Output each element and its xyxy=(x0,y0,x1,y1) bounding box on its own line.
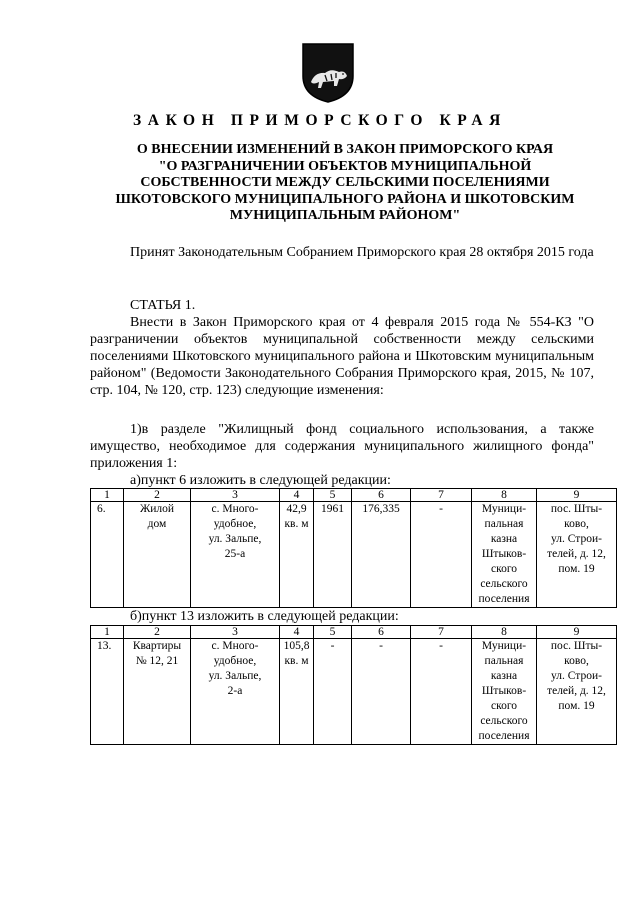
cell-line: ского xyxy=(490,563,518,575)
cell-line: 42,9 xyxy=(286,503,307,515)
cell-year: - xyxy=(314,639,352,745)
cell-location xyxy=(537,639,617,745)
cell-line: ково, xyxy=(564,518,589,530)
item-1-text: 1)в разделе "Жилищный фонд социального использования, а также имущество, необходимое для содержания муниципального жилищного фонда" приложения 1: xyxy=(90,422,594,471)
article-text: Внести в Закон Приморского края от 4 февраля 2015 года № 554-КЗ "О разграничении объектов муниципальной собственности между сельскими поселениями Шкотовского муниципального района и Шкотовским муниципальным районом" (Ведомости Законодательного Собрания Приморского края, 2015, № 107, стр. 104, № 120, стр. 123) следующие изменения: xyxy=(90,315,594,398)
subtitle-line: СОБСТВЕННОСТИ МЕЖДУ СЕЛЬСКИМИ ПОСЕЛЕНИЯМИ xyxy=(140,175,550,190)
cell-line: кв. м xyxy=(284,518,309,530)
cell-line: дом xyxy=(147,518,167,530)
cell-line: ул. Строи- xyxy=(551,670,602,682)
cell-line: № 12, 21 xyxy=(135,655,179,667)
cell-number: 13. xyxy=(91,639,124,745)
law-title: ЗАКОН ПРИМОРСКОГО КРАЯ xyxy=(133,112,507,129)
sub-item-b: б)пункт 13 изложить в следующей редакции: xyxy=(130,609,399,624)
column-header: 6 xyxy=(352,489,411,502)
cell-line: удобное, xyxy=(213,655,257,667)
cell-line: 25-а xyxy=(224,548,246,560)
column-header: 3 xyxy=(191,626,280,639)
column-header: 8 xyxy=(472,626,537,639)
cell-object-name xyxy=(124,639,191,745)
cell-value: - xyxy=(352,639,411,745)
cell-line: пос. Шты- xyxy=(550,503,603,515)
cell-line: Штыков- xyxy=(481,548,527,560)
table-header-row xyxy=(91,489,617,502)
cell-line: пальная xyxy=(484,655,524,667)
table-row xyxy=(91,639,617,745)
sub-item-a: а)пункт 6 изложить в следующей редакции: xyxy=(130,473,391,488)
cell-line: Муници- xyxy=(481,640,527,652)
law-subtitle xyxy=(90,142,600,225)
column-header: 9 xyxy=(537,626,617,639)
coat-of-arms-tiger-icon xyxy=(301,42,355,104)
cell-line: пальная xyxy=(484,518,524,530)
cell-area xyxy=(280,502,314,608)
cell-line: ул. Зальпе, xyxy=(208,670,262,682)
cell-line: ского xyxy=(490,700,518,712)
column-header: 8 xyxy=(472,489,537,502)
cell-holder xyxy=(472,502,537,608)
column-header: 3 xyxy=(191,489,280,502)
cell-line: 105,8 xyxy=(283,640,310,652)
cell-address xyxy=(191,639,280,745)
cell-line: пом. 19 xyxy=(558,700,595,712)
table-row xyxy=(91,502,617,608)
cell-line: сельского xyxy=(480,578,528,590)
cell-object-name xyxy=(124,502,191,608)
cell-line: ул. Зальпе, xyxy=(208,533,262,545)
article-heading: СТАТЬЯ 1. xyxy=(130,298,196,313)
column-header: 1 xyxy=(91,626,124,639)
subtitle-line: МУНИЦИПАЛЬНЫМ РАЙОНОМ" xyxy=(229,208,461,223)
cell-value: 176,335 xyxy=(352,502,411,608)
cell-number: 6. xyxy=(91,502,124,608)
column-header: 6 xyxy=(352,626,411,639)
column-header: 7 xyxy=(411,489,472,502)
cell-col7: - xyxy=(411,502,472,608)
subtitle-line: "О РАЗГРАНИЧЕНИИ ОБЪЕКТОВ МУНИЦИПАЛЬНОЙ xyxy=(158,158,532,174)
cell-line: ул. Строи- xyxy=(551,533,602,545)
cell-year: 1961 xyxy=(314,502,352,608)
cell-col7: - xyxy=(411,639,472,745)
cell-line: кв. м xyxy=(284,655,309,667)
table-header-row xyxy=(91,626,617,639)
cell-line: ково, xyxy=(564,655,589,667)
cell-line: с. Много- xyxy=(211,640,259,652)
cell-line: Квартиры xyxy=(132,640,182,652)
column-header: 7 xyxy=(411,626,472,639)
cell-line: поселения xyxy=(478,593,530,605)
cell-area xyxy=(280,639,314,745)
cell-line: с. Много- xyxy=(211,503,259,515)
column-header: 5 xyxy=(314,626,352,639)
column-header: 2 xyxy=(124,489,191,502)
cell-address xyxy=(191,502,280,608)
column-header: 9 xyxy=(537,489,617,502)
cell-line: казна xyxy=(490,670,518,682)
cell-line: Жилой xyxy=(139,503,175,515)
cell-line: пом. 19 xyxy=(558,563,595,575)
cell-line: Штыков- xyxy=(481,685,527,697)
cell-line: телей, д. 12, xyxy=(547,685,606,697)
subtitle-line: О ВНЕСЕНИИ ИЗМЕНЕНИЙ В ЗАКОН ПРИМОРСКОГО КРАЯ xyxy=(136,142,554,157)
cell-line: поселения xyxy=(478,730,530,742)
column-header: 1 xyxy=(91,489,124,502)
cell-line: казна xyxy=(490,533,518,545)
cell-holder xyxy=(472,639,537,745)
cell-line: удобное, xyxy=(213,518,257,530)
cell-line: телей, д. 12, xyxy=(547,548,606,560)
column-header: 2 xyxy=(124,626,191,639)
column-header: 4 xyxy=(280,626,314,639)
column-header: 4 xyxy=(280,489,314,502)
table-item-13 xyxy=(90,625,617,745)
cell-location xyxy=(537,502,617,608)
table-item-6 xyxy=(90,488,617,608)
cell-line: сельского xyxy=(480,715,528,727)
subtitle-line: ШКОТОВСКОГО МУНИЦИПАЛЬНОГО РАЙОНА И ШКОТОВСКИМ xyxy=(115,191,575,207)
cell-line: Муници- xyxy=(481,503,527,515)
adoption-statement: Принят Законодательным Собранием Приморского края 28 октября 2015 года xyxy=(130,245,594,260)
column-header: 5 xyxy=(314,489,352,502)
cell-line: 2-а xyxy=(227,685,243,697)
cell-line: пос. Шты- xyxy=(550,640,603,652)
